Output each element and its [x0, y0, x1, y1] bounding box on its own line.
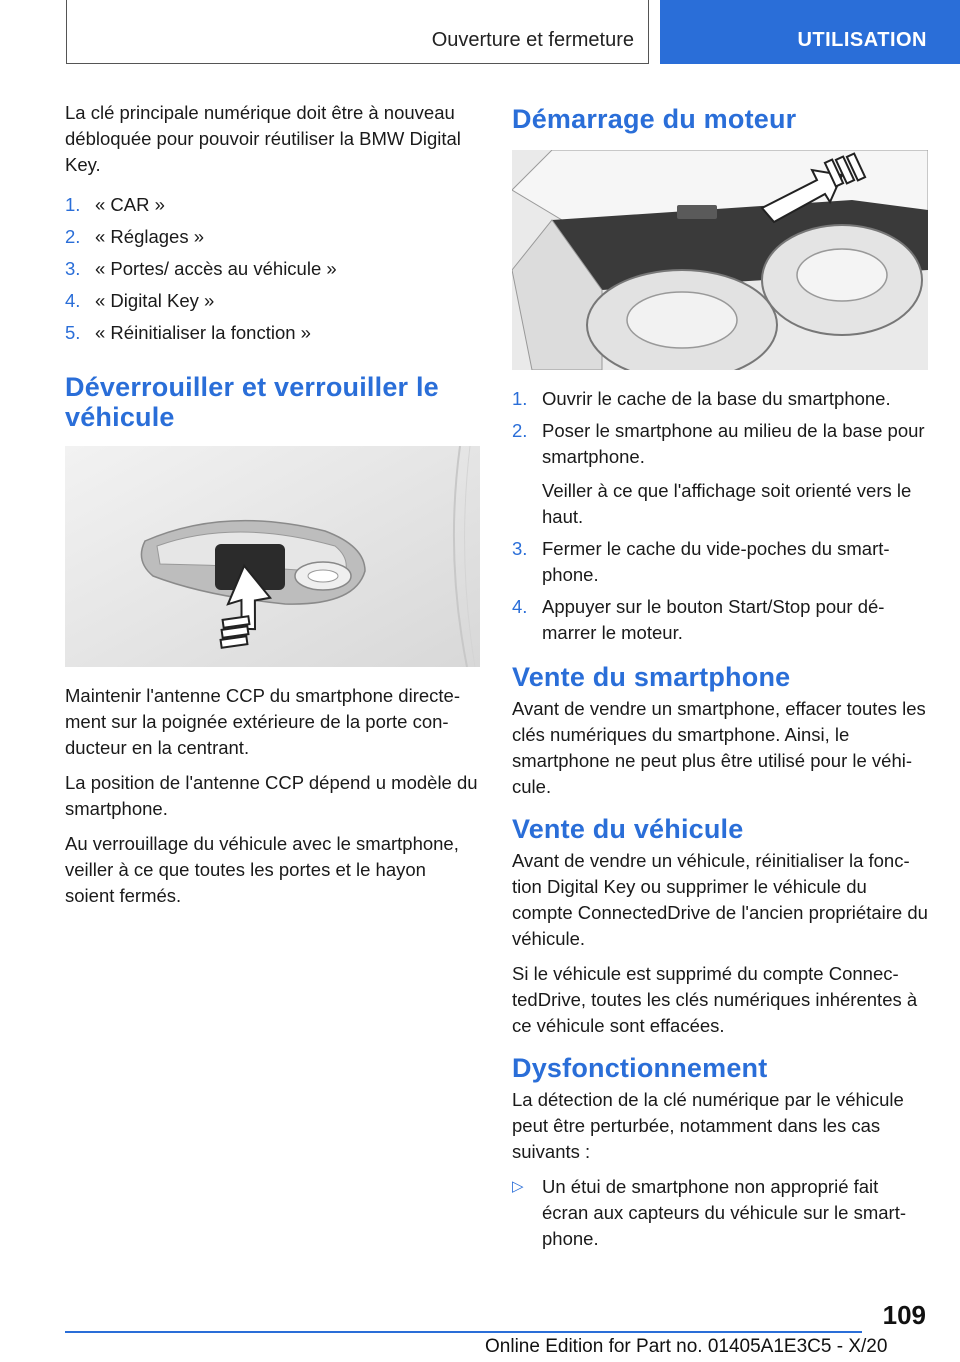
- sell-smartphone-heading: Vente du smartphone: [512, 662, 791, 692]
- header-section-box: [66, 0, 649, 64]
- step-text: Ouvrir le cache de la base du smartphone.: [542, 388, 891, 409]
- step-note: Veiller à ce que l'affichage soit orienté vers le haut.: [542, 480, 912, 527]
- header-section-title: Ouverture et fermeture: [431, 29, 634, 51]
- step-number: 4.: [512, 596, 528, 617]
- header-chapter-title: UTILISATION: [797, 29, 927, 51]
- step-text: Fermer le cache du vide-poches du smart- phone.: [542, 538, 890, 585]
- list-item: [512, 536, 928, 588]
- header-chapter-tab: [660, 0, 960, 64]
- list-item: [512, 1174, 928, 1252]
- left-column: [65, 100, 480, 918]
- list-item: [65, 224, 480, 250]
- list-item: [65, 320, 480, 346]
- list-item: [65, 288, 480, 314]
- smartphone-tray-illustration: [512, 150, 928, 370]
- list-item: [65, 192, 480, 218]
- unlock-paragraph-2: La position de l'antenne CCP dépend u modèle du smartphone.: [65, 772, 478, 819]
- list-item: [512, 418, 928, 530]
- list-item: [512, 594, 928, 646]
- step-number: 2.: [65, 226, 81, 247]
- door-handle-illustration: [65, 446, 480, 667]
- step-text: « CAR »: [95, 194, 165, 215]
- page-number: 109: [882, 1300, 926, 1330]
- door-handle-figure: [65, 446, 480, 667]
- start-engine-heading: Démarrage du moteur: [512, 104, 797, 134]
- footer-edition: Online Edition for Part no. 01405A1E3C5 - X/20: [485, 1336, 888, 1357]
- step-text: « Portes/ accès au véhicule »: [95, 258, 337, 279]
- right-column: [512, 100, 928, 1258]
- sell-vehicle-paragraph-2: Si le véhicule est supprimé du compte Connec- tedDrive, toutes les clés numériques inhérentes à ce véhicule sont effacées.: [512, 963, 918, 1036]
- step-number: 4.: [65, 290, 81, 311]
- unlock-paragraph-1: Maintenir l'antenne CCP du smartphone directe- ment sur la poignée extérieure de la porte con- ducteur en la centrant.: [65, 685, 460, 758]
- step-number: 3.: [65, 258, 81, 279]
- malfunction-paragraph: La détection de la clé numérique par le véhicule peut être perturbée, notamment dans les cas suivants :: [512, 1089, 904, 1162]
- footer-divider: [65, 1331, 862, 1333]
- sell-vehicle-paragraph-1: Avant de vendre un véhicule, réinitialiser la fonc- tion Digital Key ou supprimer le véhicule du compte ConnectedDrive de l'ancien propriétaire du véhicule.: [512, 850, 928, 949]
- list-item: [512, 386, 928, 412]
- step-number: 1.: [512, 388, 528, 409]
- intro-paragraph: La clé principale numérique doit être à nouveau débloquée pour pouvoir réutiliser la BMW Digital Key.: [65, 102, 461, 175]
- step-text: Poser le smartphone au milieu de la base pour smartphone.: [542, 420, 925, 467]
- unlock-paragraph-3: Au verrouillage du véhicule avec le smartphone, veiller à ce que toutes les portes et le hayon soient fermés.: [65, 833, 459, 906]
- reset-steps-list: [65, 192, 480, 346]
- step-number: 2.: [512, 420, 528, 441]
- unlock-heading: Déverrouiller et verrouiller le véhicule: [65, 372, 439, 432]
- triangle-bullet-icon: ▷: [512, 1178, 524, 1195]
- step-number: 5.: [65, 322, 81, 343]
- start-steps-list: [512, 386, 928, 646]
- step-text: « Réinitialiser la fonction »: [95, 322, 311, 343]
- sell-smartphone-paragraph: Avant de vendre un smartphone, effacer toutes les clés numériques du smartphone. Ainsi, le smartphone ne peut plus être utilisé pour le véhi- cule.: [512, 698, 926, 797]
- malfunction-heading: Dysfonctionnement: [512, 1053, 768, 1083]
- list-item: [65, 256, 480, 282]
- smartphone-tray-figure: [512, 150, 928, 370]
- step-text: Appuyer sur le bouton Start/Stop pour dé- marrer le moteur.: [542, 596, 885, 643]
- step-number: 1.: [65, 194, 81, 215]
- bullet-text: Un étui de smartphone non approprié fait écran aux capteurs du véhicule sur le smart- phone.: [542, 1176, 907, 1249]
- step-text: « Réglages »: [95, 226, 205, 247]
- sell-vehicle-heading: Vente du véhicule: [512, 814, 744, 844]
- step-text: « Digital Key »: [95, 290, 215, 311]
- step-number: 3.: [512, 538, 528, 559]
